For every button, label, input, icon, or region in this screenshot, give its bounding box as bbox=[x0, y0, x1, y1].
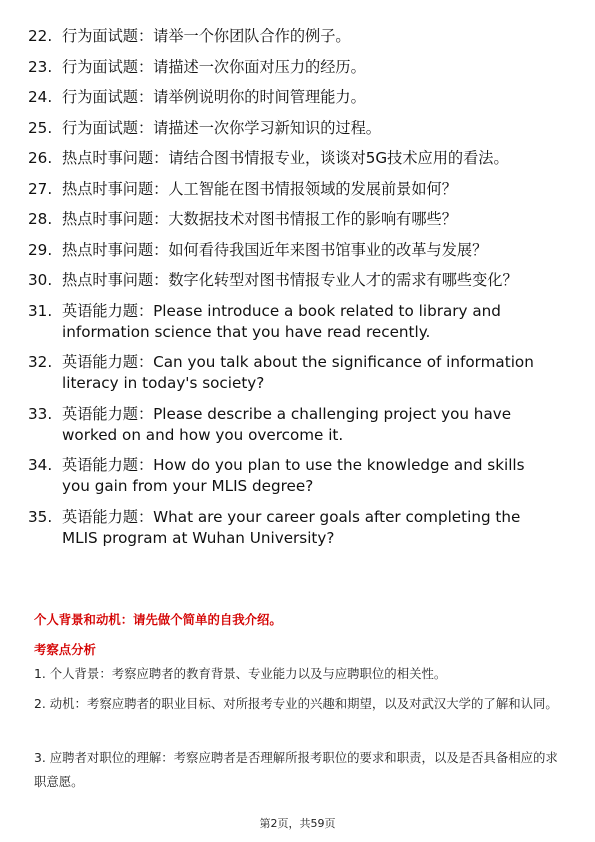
item-number: 26. bbox=[28, 149, 53, 167]
item-text: 行为面试题：请描述一次你学习新知识的过程。 bbox=[62, 118, 381, 137]
question-list bbox=[28, 26, 556, 558]
list-item bbox=[28, 270, 556, 291]
list-item bbox=[28, 209, 556, 230]
page-footer: 第2页，共59页 bbox=[259, 817, 336, 830]
section-subtitle: 考察点分析 bbox=[34, 642, 96, 657]
list-item bbox=[28, 455, 556, 497]
item-text: 行为面试题：请举一个你团队合作的例子。 bbox=[62, 27, 351, 45]
list-item bbox=[28, 352, 556, 394]
item-number: 24. bbox=[28, 88, 53, 106]
item-number: 22. bbox=[28, 27, 53, 45]
item-number: 30. bbox=[28, 271, 53, 289]
list-item bbox=[28, 57, 556, 78]
item-number: 31. bbox=[28, 301, 53, 320]
item-number: 32. bbox=[28, 353, 53, 371]
item-text: 热点时事问题：数字化转型对图书情报专业人才的需求有哪些变化？ bbox=[62, 271, 518, 289]
item-text: 热点时事问题：请结合图书情报专业，谈谈对5G技术应用的看法。 bbox=[62, 149, 509, 167]
item-text: 英语能力题：Please introduce a book related to library and information science that you have read recently. bbox=[62, 301, 501, 341]
item-text: 行为面试题：请举例说明你的时间管理能力。 bbox=[62, 88, 366, 106]
list-item bbox=[28, 26, 556, 47]
item-number: 34. bbox=[28, 456, 53, 474]
item-number: 23. bbox=[28, 57, 53, 76]
list-item bbox=[28, 87, 556, 108]
item-number: 33. bbox=[28, 404, 53, 423]
list-item bbox=[28, 148, 556, 169]
item-text: 英语能力题：How do you plan to use the knowledge and skills you gain from your MLIS degree? bbox=[62, 456, 525, 495]
list-item bbox=[28, 404, 556, 446]
list-item bbox=[28, 179, 556, 200]
item-text: 热点时事问题：如何看待我国近年来图书馆事业的改革与发展？ bbox=[62, 240, 488, 259]
item-text: 行为面试题：请描述一次你面对压力的经历。 bbox=[62, 57, 366, 76]
item-number: 28. bbox=[28, 210, 53, 228]
item-number: 35. bbox=[28, 507, 53, 526]
list-item bbox=[28, 507, 556, 549]
item-number: 29. bbox=[28, 240, 53, 259]
section-title: 个人背景和动机：请先做个简单的自我介绍。 bbox=[34, 612, 282, 627]
item-text: 热点时事问题：人工智能在图书情报领域的发展前景如何？ bbox=[62, 179, 457, 198]
item-text: 英语能力题：Can you talk about the significance of information literacy in today's society? bbox=[62, 353, 534, 392]
analysis-point: 2. 动机：考察应聘者的职业目标、对所报考专业的兴趣和期望，以及对武汉大学的了解和认同。 bbox=[34, 696, 558, 711]
analysis-point: 3. 应聘者对职位的理解：考察应聘者是否理解所报考职位的要求和职责，以及是否具备相应的求职意愿。 bbox=[34, 750, 558, 789]
item-text: 英语能力题：Please describe a challenging project you have worked on and how you overcome it. bbox=[62, 404, 512, 444]
list-item bbox=[28, 240, 556, 261]
analysis-point: 1. 个人背景：考察应聘者的教育背景、专业能力以及与应聘职位的相关性。 bbox=[34, 666, 447, 681]
item-text: 热点时事问题：大数据技术对图书情报工作的影响有哪些？ bbox=[62, 210, 457, 228]
item-number: 25. bbox=[28, 118, 53, 137]
item-text: 英语能力题：What are your career goals after completing the MLIS program at Wuhan University? bbox=[62, 507, 521, 547]
item-number: 27. bbox=[28, 179, 53, 198]
list-item bbox=[28, 301, 556, 343]
list-item bbox=[28, 118, 556, 139]
